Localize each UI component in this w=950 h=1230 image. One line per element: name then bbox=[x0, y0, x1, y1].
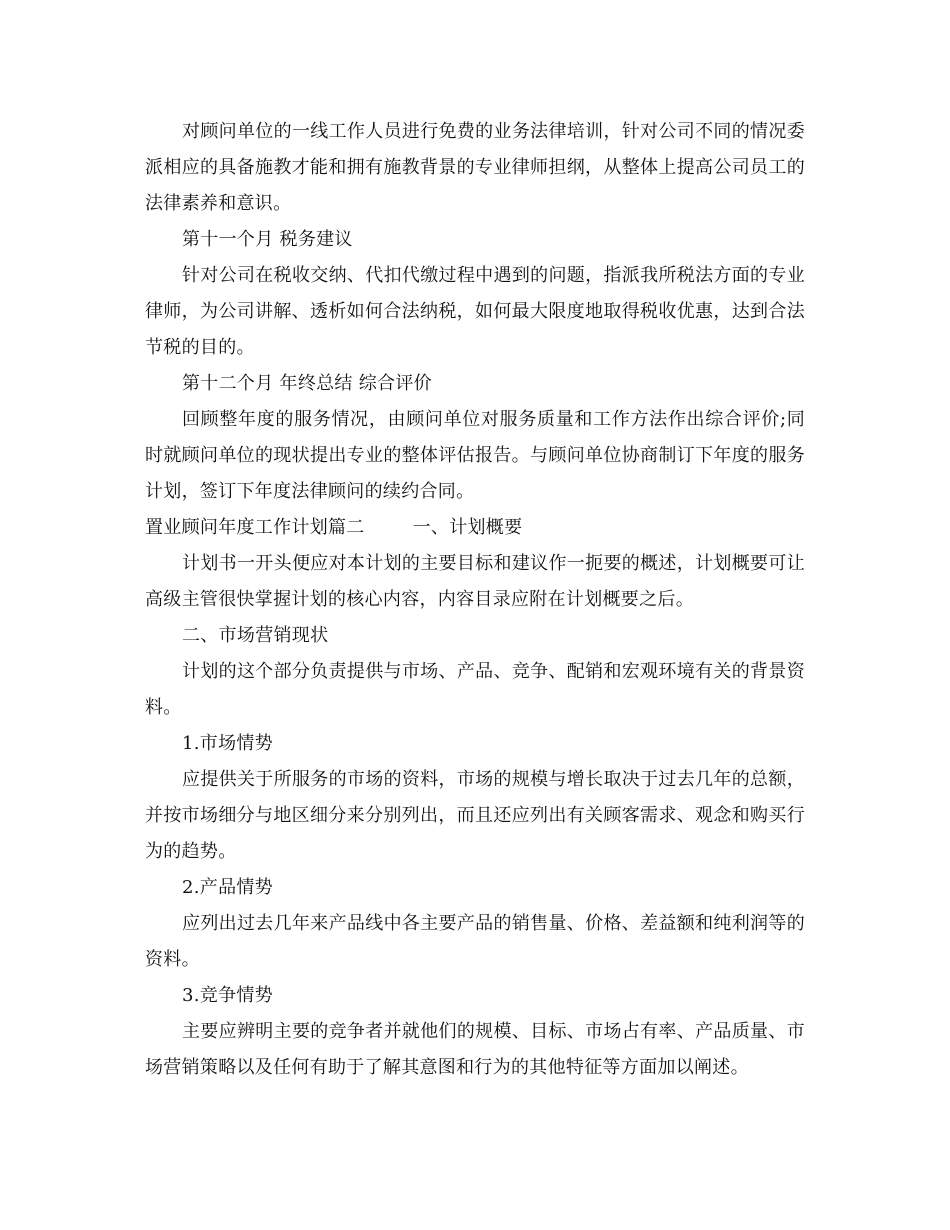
heading-month-11: 第十一个月 税务建议 bbox=[182, 229, 353, 250]
paragraph-marketing-status: 计划的这个部分负责提供与市场、产品、竞争、配销和宏观环境有关的背景资料。 bbox=[145, 661, 805, 718]
heading-market-situation: 1.市场情势 bbox=[182, 733, 273, 754]
heading-competition-situation: 3.竞争情势 bbox=[182, 985, 273, 1006]
paragraph-tax-advice: 针对公司在税收交纳、代扣代缴过程中遇到的问题，指派我所税法方面的专业律师，为公司讲解、透析如何合法纳税，如何最大限度地取得税收优惠，达到合法节税的目的。 bbox=[145, 265, 805, 358]
paragraph-plan-summary: 计划书一开头便应对本计划的主要目标和建议作一扼要的概述，计划概要可让高级主管很快掌握计划的核心内容，内容目录应附在计划概要之后。 bbox=[145, 553, 805, 610]
heading-plan-summary: 一、计划概要 bbox=[412, 517, 523, 538]
paragraph-competition-situation: 主要应辨明主要的竞争者并就他们的规模、目标、市场占有率、产品质量、市场营销策略以及任何有助于了解其意图和行为的其他特征等方面加以阐述。 bbox=[145, 1021, 805, 1078]
heading-month-12: 第十二个月 年终总结 综合评价 bbox=[182, 373, 432, 394]
part-two-title: 置业顾问年度工作计划篇二 bbox=[145, 517, 365, 538]
paragraph-product-situation: 应列出过去几年来产品线中各主要产品的销售量、价格、差益额和纯利润等的资料。 bbox=[145, 913, 805, 970]
paragraph-year-end-review: 回顾整年度的服务情况，由顾问单位对服务质量和工作方法作出综合评价;同时就顾问单位的现状提出专业的整体评估报告。与顾问单位协商制订下年度的服务计划，签订下年度法律顾问的续约合同。 bbox=[145, 409, 805, 502]
paragraph-training: 对顾问单位的一线工作人员进行免费的业务法律培训，针对公司不同的情况委派相应的具备施教才能和拥有施教背景的专业律师担纲，从整体上提高公司员工的法律素养和意识。 bbox=[145, 121, 805, 214]
paragraph-market-situation: 应提供关于所服务的市场的资料，市场的规模与增长取决于过去几年的总额，并按市场细分与地区细分来分别列出，而且还应列出有关顾客需求、观念和购买行为的趋势。 bbox=[145, 769, 805, 862]
heading-marketing-status: 二、市场营销现状 bbox=[182, 625, 329, 646]
document-body bbox=[145, 114, 805, 1086]
heading-product-situation: 2.产品情势 bbox=[182, 877, 273, 898]
part-two-heading-line bbox=[145, 510, 805, 546]
